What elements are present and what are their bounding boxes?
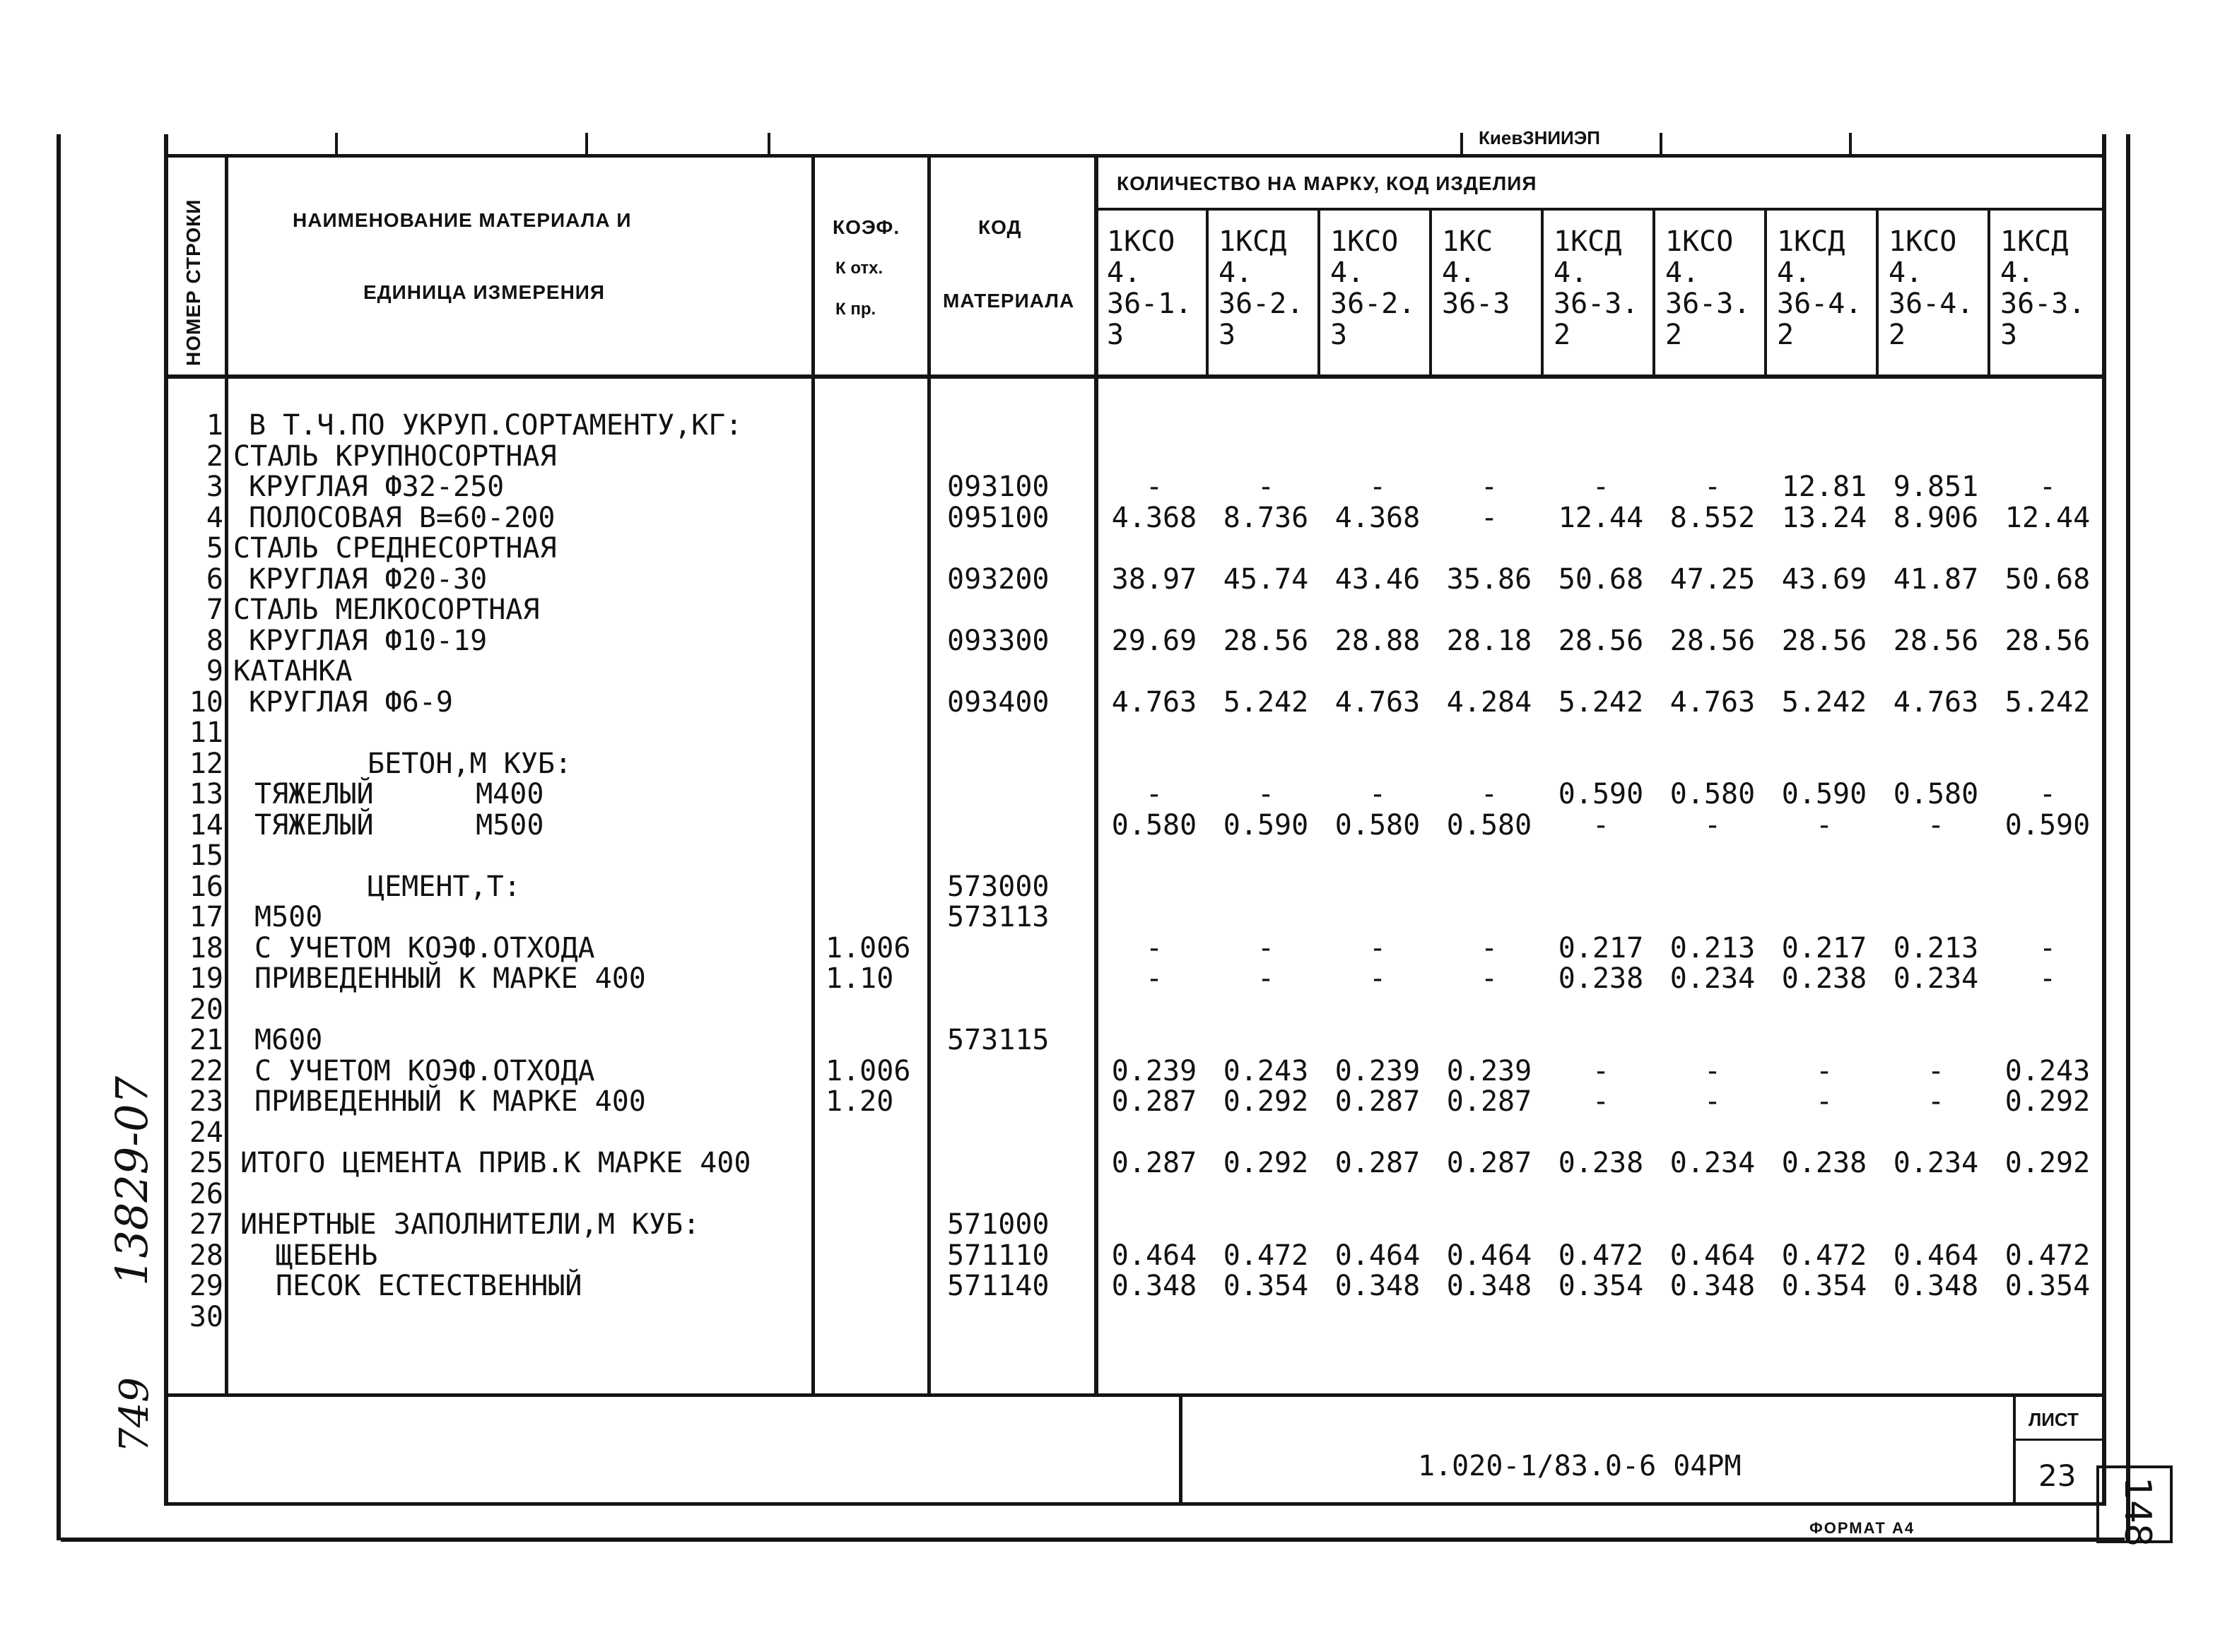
quantity-cell: - [1145,778,1163,810]
sheet-number: 23 [2038,1458,2077,1493]
row-number: 4 [206,501,223,534]
col-sep-code [1094,155,1098,1396]
row-label: ЩЕБЕНЬ [276,1239,378,1272]
row-material-code: 093300 [947,624,1050,657]
coef-header-2: К отх. [835,259,883,278]
product-code-line: 36-3. [1665,288,1751,320]
product-code-line: 1КСО [1107,225,1175,258]
product-code-line: 2 [1554,319,1571,351]
quantity-cell: 28.56 [1781,624,1867,657]
product-code-line: 2 [1665,319,1683,351]
product-code-line: 4. [1665,256,1700,289]
quantity-cell: 0.234 [1893,962,1979,995]
quantity-cell: 0.217 [1558,931,1644,964]
quantity-cell: 0.287 [1334,1085,1421,1118]
handwritten-note: 749 [112,1377,158,1453]
row-coefficient: 1.10 [826,962,894,995]
row-material-code: 093200 [947,562,1050,596]
quantity-cell: - [1257,962,1275,995]
row-material-code: 571110 [947,1239,1050,1272]
row-coefficient: 1.006 [826,1054,911,1087]
row-material-code: 573115 [947,1024,1050,1056]
row-label: КРУГЛАЯ Ф6-9 [249,685,453,719]
product-code-line: 36-4. [1777,288,1862,320]
quantity-cell: - [1815,808,1833,842]
row-number: 20 [189,993,223,1026]
quantity-cell: 0.354 [2004,1270,2091,1302]
quantity-cell: 5.242 [1781,685,1867,719]
quantity-cell: 45.74 [1223,562,1309,596]
quantity-cell: - [1927,808,1945,842]
quantity-cell: - [1703,808,1722,842]
quantity-cell: 47.25 [1669,562,1756,596]
sheet-label: ЛИСТ [2028,1409,2079,1430]
row-label: КАТАНКА [233,655,353,688]
row-label: ПРИВЕДЕННЫЙ К МАРКЕ 400 [254,1085,646,1118]
row-number: 14 [189,808,223,842]
row-material-code: 095100 [947,501,1050,534]
product-code-line: 2 [1777,319,1795,351]
quantity-cell: - [1927,1085,1945,1118]
row-number: 29 [189,1270,223,1302]
table-bottom-line [164,1502,2106,1506]
title-block-sep [1179,1396,1182,1505]
quantity-cell: 0.348 [1669,1270,1756,1302]
product-code-line: 1КСО [1665,225,1734,258]
quantity-cell: 0.239 [1111,1054,1197,1087]
quantity-cell: - [1927,1054,1945,1087]
col-sep-q5 [1652,209,1655,377]
quantity-cell: 0.217 [1781,931,1867,964]
row-label: ПЕСОК ЕСТЕСТВЕННЫЙ [276,1270,582,1302]
row-label: ТЯЖЕЛЫЙ М400 [254,778,544,810]
row-number: 16 [189,870,223,903]
quantity-cell: 0.580 [1446,808,1532,842]
row-label: БЕТОН,М КУБ: [368,747,572,780]
quantity-cell: - [2038,778,2057,810]
row-number: 22 [189,1054,223,1087]
row-number: 11 [189,716,223,749]
quantity-cell: - [1145,962,1163,995]
quantity-cell: 50.68 [1558,562,1644,596]
quantity-cell: 0.464 [1669,1239,1756,1272]
quantity-cell: 4.284 [1446,685,1532,719]
quantity-cell: 0.287 [1111,1147,1197,1179]
row-label: ПРИВЕДЕННЫЙ К МАРКЕ 400 [254,962,646,995]
quantity-cell: 0.464 [1446,1239,1532,1272]
org-stamp: КиевЗНИИЭП [1479,127,1600,148]
frame-bottom-outer [61,1538,2125,1542]
row-material-code: 573113 [947,901,1050,933]
product-code-line: 2 [1889,319,1906,351]
quantity-cell: 28.56 [1893,624,1979,657]
quantity-cell: 0.243 [1223,1054,1309,1087]
row-label: СТАЛЬ МЕЛКОСОРТНАЯ [233,594,540,626]
quantity-cell: 12.44 [1558,501,1644,534]
quantity-header-line [1094,208,2106,211]
inventory-number: 13829-07 [106,1075,158,1286]
row-label: КРУГЛАЯ Ф20-30 [249,562,488,596]
quantity-cell: 4.368 [1334,501,1421,534]
row-number: 24 [189,1116,223,1149]
product-code-line: 36-2. [1330,288,1416,320]
product-code-line: 4. [2000,256,2035,289]
product-code-line: 36-3 [1442,288,1510,320]
row-label: СТАЛЬ СРЕДНЕСОРТНАЯ [233,532,557,565]
col-sep-q3 [1429,209,1432,377]
row-number: 1 [206,409,223,442]
row-label: М600 [254,1024,323,1056]
quantity-cell: 0.348 [1446,1270,1532,1302]
row-number: 12 [189,747,223,780]
material-header-line1: НАИМЕНОВАНИЕ МАТЕРИАЛА И [293,209,632,231]
row-label: ТЯЖЕЛЫЙ М500 [254,808,544,842]
row-number: 23 [189,1085,223,1118]
quantity-cell: - [1480,931,1498,964]
quantity-cell: 0.234 [1893,1147,1979,1179]
quantity-cell: 0.464 [1334,1239,1421,1272]
product-code-line: 36-3. [1554,288,1639,320]
quantity-cell: 0.590 [1781,778,1867,810]
quantity-cell: 12.81 [1781,471,1867,503]
quantity-cell: 4.763 [1893,685,1979,719]
quantity-cell: 4.368 [1111,501,1197,534]
quantity-cell: 0.234 [1669,962,1756,995]
quantity-cell: 41.87 [1893,562,1979,596]
document-code: 1.020-1/83.0-6 04РМ [1418,1450,1742,1482]
row-label: С УЧЕТОМ КОЭФ.ОТХОДА [254,1054,595,1087]
quantity-cell: - [1815,1054,1833,1087]
quantity-cell: - [1368,471,1387,503]
quantity-cell: - [1592,1054,1610,1087]
quantity-cell: - [1592,471,1610,503]
tick [768,133,770,154]
quantity-cell: 28.56 [1669,624,1756,657]
frame-right-outer [2126,134,2130,1540]
row-label: КРУГЛАЯ Ф10-19 [249,624,488,657]
quantity-cell: 0.590 [2004,808,2091,842]
product-code-line: 36-1. [1107,288,1192,320]
row-number: 26 [189,1177,223,1210]
quantity-cell: 0.234 [1669,1147,1756,1179]
row-label: С УЧЕТОМ КОЭФ.ОТХОДА [254,931,595,964]
quantity-cell: - [1257,778,1275,810]
product-code-line: 3 [1219,319,1236,351]
col-sep-rownum [225,155,228,1396]
quantity-cell: 0.354 [1781,1270,1867,1302]
quantity-cell: 28.56 [2004,624,2091,657]
col-sep-q1 [1206,209,1209,377]
product-code-line: 36-3. [2000,288,2086,320]
quantity-cell: 5.242 [2004,685,2091,719]
col-sep-material [811,155,815,1396]
quantity-cell: 28.88 [1334,624,1421,657]
quantity-cell: 0.348 [1334,1270,1421,1302]
row-number: 15 [189,839,223,872]
row-number: 25 [189,1147,223,1179]
row-number: 13 [189,778,223,810]
material-header-line2: ЕДИНИЦА ИЗМЕРЕНИЯ [363,281,606,303]
quantity-cell: 0.287 [1111,1085,1197,1118]
product-code-line: 4. [1330,256,1365,289]
quantity-cell: - [1368,778,1387,810]
row-label: ИНЕРТНЫЕ ЗАПОЛНИТЕЛИ,М КУБ: [240,1208,700,1241]
row-coefficient: 1.20 [826,1085,894,1118]
row-number-header: НОМЕР СТРОКИ [182,199,204,366]
quantity-cell: - [1368,962,1387,995]
quantity-cell: - [1703,1085,1722,1118]
quantity-cell: 8.552 [1669,501,1756,534]
row-label: В Т.Ч.ПО УКРУП.СОРТАМЕНТУ,КГ: [249,409,743,442]
row-label: СТАЛЬ КРУПНОСОРТНАЯ [233,439,557,473]
quantity-cell: 0.464 [1893,1239,1979,1272]
row-number: 3 [206,471,223,503]
product-code-line: 36-4. [1889,288,1974,320]
product-code-line: 1КСД [1219,225,1287,258]
quantity-cell: 35.86 [1446,562,1532,596]
quantity-cell: 0.472 [1223,1239,1309,1272]
row-label: ЦЕМЕНТ,Т: [368,870,521,903]
quantity-cell: 43.46 [1334,562,1421,596]
row-material-code: 571000 [947,1208,1050,1241]
quantity-cell: - [1592,808,1610,842]
product-code-line: 3 [2000,319,2018,351]
tick [1460,133,1463,154]
quantity-cell: 0.292 [1223,1147,1309,1179]
quantity-header: КОЛИЧЕСТВО НА МАРКУ, КОД ИЗДЕЛИЯ [1117,172,1537,194]
side-box-top [2096,1465,2173,1468]
side-box-right [2170,1465,2173,1543]
row-number: 8 [206,624,223,657]
quantity-cell: 0.238 [1781,1147,1867,1179]
quantity-cell: - [1815,1085,1833,1118]
tick [335,133,338,154]
quantity-cell: 0.287 [1446,1085,1532,1118]
quantity-cell: 8.736 [1223,501,1309,534]
tick [1660,133,1662,154]
side-page-number: 148 [2116,1477,2159,1547]
quantity-cell: - [1480,471,1498,503]
sheet-box-mid [2013,1439,2105,1441]
product-code-line: 4. [1107,256,1141,289]
row-label: ИТОГО ЦЕМЕНТА ПРИВ.К МАРКЕ 400 [240,1147,751,1179]
quantity-cell: 9.851 [1893,471,1979,503]
quantity-cell: 0.354 [1558,1270,1644,1302]
quantity-cell: 0.292 [2004,1085,2091,1118]
quantity-cell: - [1257,931,1275,964]
quantity-cell: 0.213 [1893,931,1979,964]
row-label: М500 [254,901,323,933]
quantity-cell: 0.292 [2004,1147,2091,1179]
row-number: 2 [206,439,223,473]
quantity-cell: 0.348 [1893,1270,1979,1302]
quantity-cell: 0.348 [1111,1270,1197,1302]
product-code-line: 1КСД [2000,225,2069,258]
quantity-cell: 38.97 [1111,562,1197,596]
quantity-cell: 0.580 [1669,778,1756,810]
row-number: 27 [189,1208,223,1241]
quantity-cell: 5.242 [1223,685,1309,719]
product-code-line: 36-2. [1219,288,1304,320]
sheet-box-left [2013,1396,2016,1505]
row-number: 21 [189,1024,223,1056]
product-code-line: 3 [1330,319,1348,351]
product-code-line: 4. [1442,256,1476,289]
quantity-cell: 0.580 [1334,808,1421,842]
quantity-cell: 0.590 [1223,808,1309,842]
quantity-cell: 4.763 [1334,685,1421,719]
quantity-cell: 0.472 [1781,1239,1867,1272]
row-number: 10 [189,685,223,719]
quantity-cell: - [1257,471,1275,503]
product-code-line: 1КСД [1554,225,1622,258]
code-header-1: КОД [978,216,1022,238]
row-material-code: 571140 [947,1270,1050,1302]
row-number: 19 [189,962,223,995]
quantity-cell: - [1703,471,1722,503]
col-sep-q2 [1317,209,1320,377]
product-code-line: 1КС [1442,225,1493,258]
quantity-cell: 0.239 [1334,1054,1421,1087]
quantity-cell: 0.354 [1223,1270,1309,1302]
col-sep-q6 [1764,209,1767,377]
quantity-cell: 0.239 [1446,1054,1532,1087]
header-bottom-line [164,374,2106,379]
row-number: 5 [206,532,223,565]
row-number: 28 [189,1239,223,1272]
frame-left-outer [57,134,61,1540]
quantity-cell: - [1368,931,1387,964]
quantity-cell: 8.906 [1893,501,1979,534]
quantity-cell: 0.464 [1111,1239,1197,1272]
quantity-cell: 0.287 [1446,1147,1532,1179]
quantity-cell: 0.590 [1558,778,1644,810]
quantity-cell: 28.56 [1558,624,1644,657]
tick [585,133,588,154]
coef-header-3: К пр. [835,300,876,319]
table-top-line [164,154,2106,158]
quantity-cell: 28.56 [1223,624,1309,657]
table-body-bottom [164,1393,2106,1397]
coef-header-1: КОЭФ. [833,216,900,238]
quantity-cell: - [1480,778,1498,810]
quantity-cell: 13.24 [1781,501,1867,534]
product-code-line: 1КСО [1889,225,1957,258]
quantity-cell: 0.580 [1893,778,1979,810]
col-sep-coef [927,155,931,1396]
row-label: ПОЛОСОВАЯ В=60-200 [249,501,556,534]
row-number: 30 [189,1300,223,1333]
quantity-cell: 0.213 [1669,931,1756,964]
tick [1849,133,1852,154]
quantity-cell: 0.238 [1558,962,1644,995]
quantity-cell: 0.472 [1558,1239,1644,1272]
product-code-line: 4. [1777,256,1812,289]
code-header-2: МАТЕРИАЛА [943,290,1075,312]
row-label: КРУГЛАЯ Ф32-250 [249,471,505,503]
quantity-cell: - [2038,471,2057,503]
format-label: ФОРМАТ А4 [1809,1519,1915,1537]
quantity-cell: 0.287 [1334,1147,1421,1179]
product-code-line: 4. [1219,256,1253,289]
quantity-cell: - [2038,962,2057,995]
row-coefficient: 1.006 [826,931,911,964]
quantity-cell: 0.292 [1223,1085,1309,1118]
quantity-cell: 0.238 [1781,962,1867,995]
quantity-cell: 43.69 [1781,562,1867,596]
quantity-cell: 4.763 [1111,685,1197,719]
quantity-cell: 0.472 [2004,1239,2091,1272]
quantity-cell: - [1592,1085,1610,1118]
quantity-cell: 4.763 [1669,685,1756,719]
product-code-line: 1КСД [1777,225,1845,258]
col-sep-q7 [1876,209,1879,377]
row-material-code: 093100 [947,471,1050,503]
quantity-cell: 0.580 [1111,808,1197,842]
product-code-line: 1КСО [1330,225,1399,258]
row-number: 9 [206,655,223,688]
product-code-line: 3 [1107,319,1125,351]
quantity-cell: - [1145,931,1163,964]
row-number: 18 [189,931,223,964]
row-material-code: 093400 [947,685,1050,719]
quantity-cell: 28.18 [1446,624,1532,657]
quantity-cell: 12.44 [2004,501,2091,534]
product-code-line: 4. [1889,256,1923,289]
row-number: 17 [189,901,223,933]
product-code-line: 4. [1554,256,1588,289]
quantity-cell: - [1703,1054,1722,1087]
quantity-cell: 50.68 [2004,562,2091,596]
quantity-cell: 5.242 [1558,685,1644,719]
quantity-cell: - [2038,931,2057,964]
row-number: 6 [206,562,223,596]
quantity-cell: - [1480,501,1498,534]
row-number: 7 [206,594,223,626]
quantity-cell: 0.238 [1558,1147,1644,1179]
quantity-cell: 29.69 [1111,624,1197,657]
quantity-cell: - [1480,962,1498,995]
quantity-cell: - [1145,471,1163,503]
col-sep-q4 [1541,209,1544,377]
quantity-cell: 0.243 [2004,1054,2091,1087]
row-material-code: 573000 [947,870,1050,903]
col-sep-q8 [1988,209,1990,377]
